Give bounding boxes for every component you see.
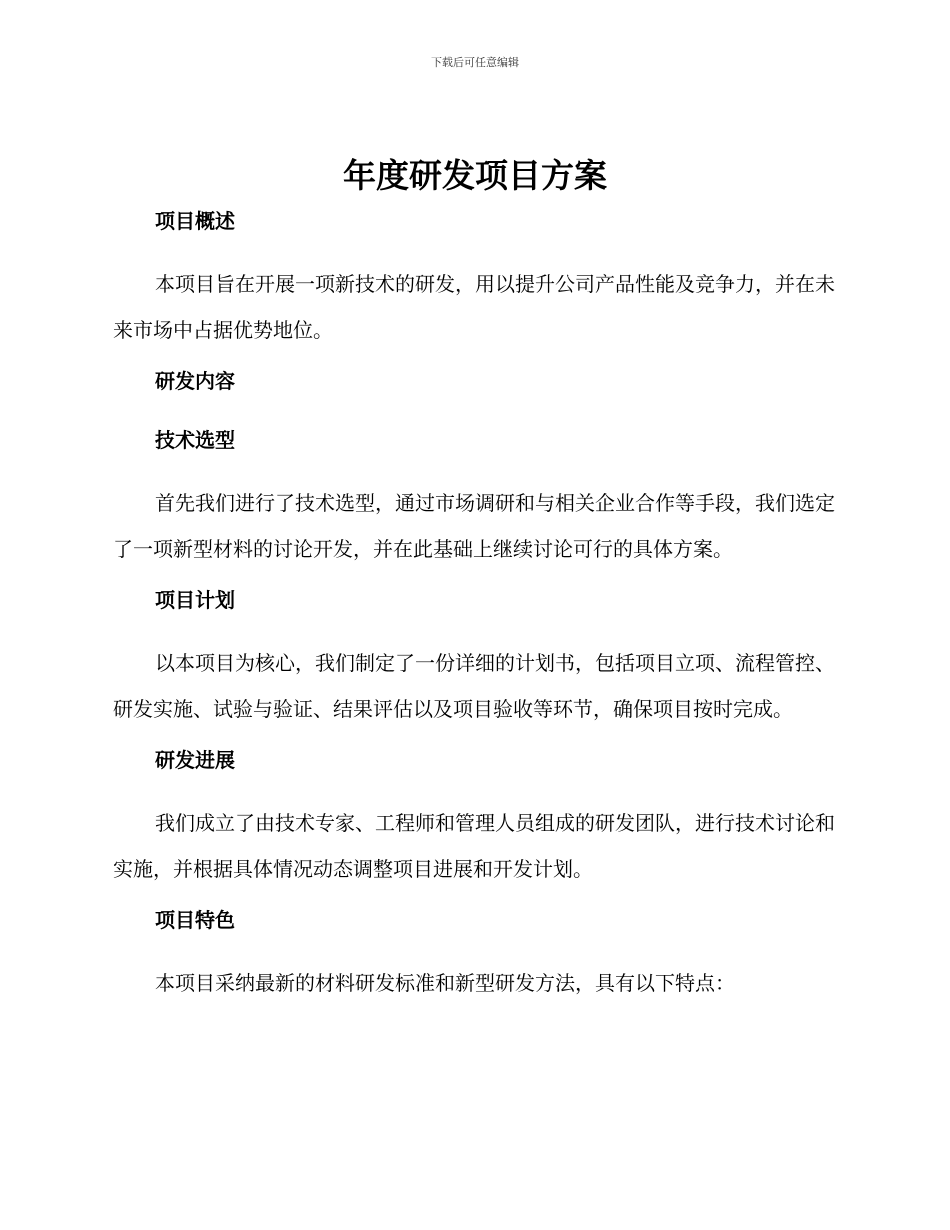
- heading-project-overview: 项目概述: [155, 209, 235, 233]
- heading-rd-content: 研发内容: [155, 369, 235, 393]
- heading-project-plan: 项目计划: [155, 588, 235, 612]
- paragraph-rd-progress: 我们成立了由技术专家、工程师和管理人员组成的研发团队，进行技术讨论和实施，并根据具体情况动态调整项目进展和开发计划。: [113, 811, 835, 881]
- document-body: [113, 202, 835, 1015]
- paragraph-project-features: 本项目采纳最新的材料研发标准和新型研发方法，具有以下特点：: [155, 971, 735, 995]
- heading-technology-selection: 技术选型: [155, 428, 235, 452]
- paragraph-project-plan: 以本项目为核心，我们制定了一份详细的计划书，包括项目立项、流程管控、研发实施、试验与验证、结果评估以及项目验收等环节，确保项目按时完成。: [113, 651, 835, 721]
- heading-rd-progress: 研发进展: [155, 748, 235, 772]
- paragraph-technology-selection: 首先我们进行了技术选型，通过市场调研和与相关企业合作等手段，我们选定了一项新型材料的讨论开发，并在此基础上继续讨论可行的具体方案。: [113, 491, 835, 561]
- document-title: 年度研发项目方案: [343, 156, 607, 195]
- paragraph-project-overview: 本项目旨在开展一项新技术的研发，用以提升公司产品性能及竞争力，并在未来市场中占据优势地位。: [113, 272, 835, 342]
- heading-project-features: 项目特色: [155, 908, 235, 932]
- download-note: 下载后可任意编辑: [431, 56, 519, 69]
